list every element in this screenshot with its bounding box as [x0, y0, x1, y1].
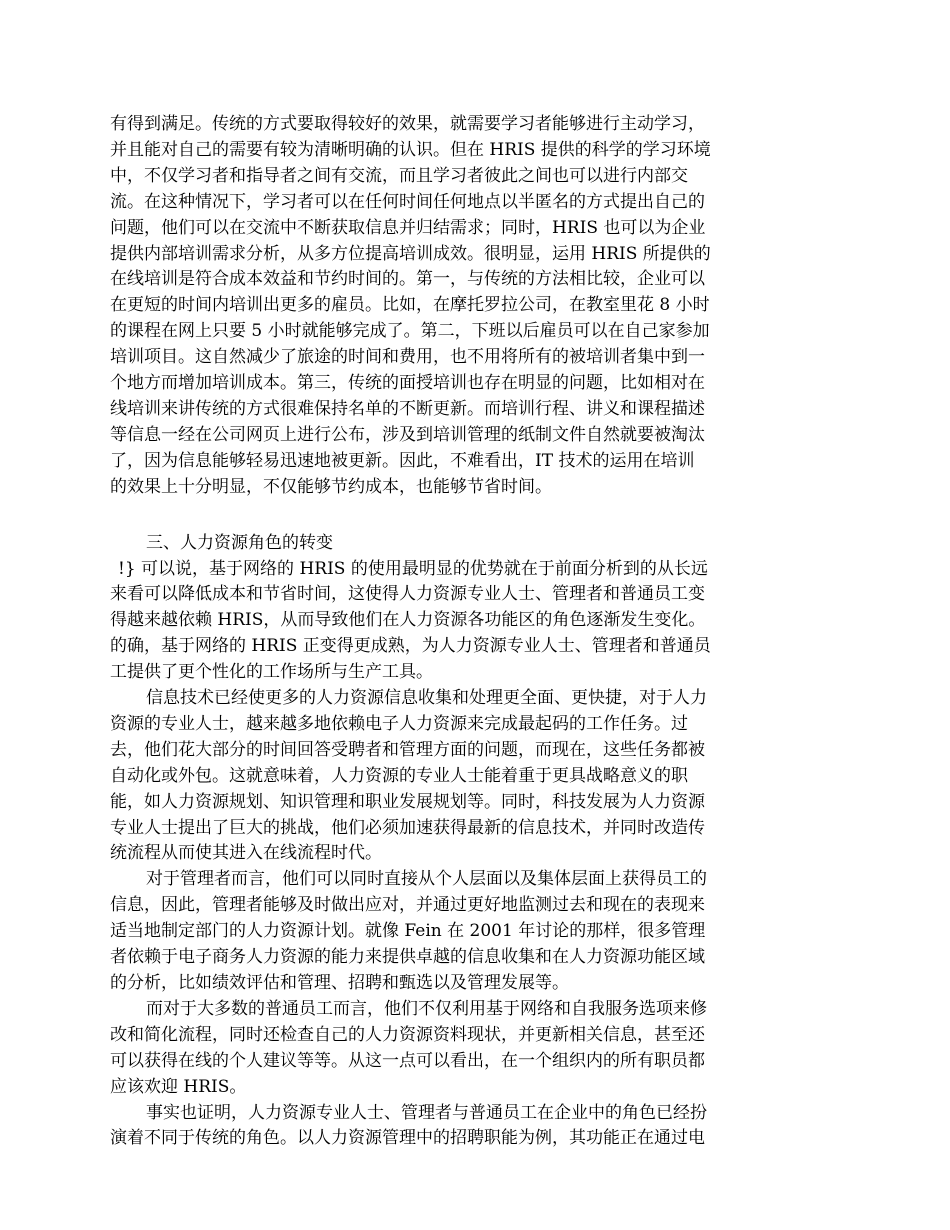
text-line: 应该欢迎 HRIS。 — [110, 1076, 247, 1097]
text-line: !} 可以说，基于网络的 HRIS 的使用最明显的优势就在于前面分析到的从长远 — [118, 558, 708, 579]
text-line: 个地方而增加培训成本。第三，传统的面授培训也存在明显的问题，比如相对在 — [110, 373, 705, 394]
paragraph-hris-advantage — [110, 557, 770, 687]
text-line: 流。在这种情况下，学习者可以在任何时间任何地点以半匿名的方式提出自己的 — [110, 191, 705, 212]
text-line: 等信息一经在公司网页上进行公布，涉及到培训管理的纸制文件自然就要被淘汰 — [110, 424, 705, 445]
text-line: 来看可以降低成本和节省时间，这使得人力资源专业人士、管理者和普通员工变 — [110, 584, 705, 605]
text-line: 信息，因此，管理者能够及时做出应对，并通过更好地监测过去和现在的表现来 — [110, 895, 705, 916]
text-line: 适当地制定部门的人力资源计划。就像 Fein 在 2001 年讨论的那样，很多管理 — [110, 921, 706, 942]
text-line: 中，不仅学习者和指导者之间有交流，而且学习者彼此之间也可以进行内部交 — [110, 165, 688, 186]
text-line: 有得到满足。传统的方式要取得较好的效果，就需要学习者能够进行主动学习， — [110, 114, 705, 134]
text-line: 工提供了更个性化的工作场所与生产工具。 — [110, 662, 433, 683]
text-line: 资源的专业人士，越来越多地依赖电子人力资源来完成最起码的工作任务。过 — [110, 713, 688, 734]
text-line: 线培训来讲传统的方式很难保持名单的不断更新。而培训行程、讲义和课程描述 — [110, 398, 705, 419]
text-line: 事实也证明，人力资源专业人士、管理者与普通员工在企业中的角色已经扮 — [146, 1102, 707, 1123]
text-line: 演着不同于传统的角色。以人力资源管理中的招聘职能为例，其功能正在通过电 — [110, 1128, 705, 1149]
text-line: 了，因为信息能够轻易迅速地被更新。因此，不难看出，IT 技术的运用在培训 — [110, 450, 695, 471]
text-line: 并且能对自己的需要有较为清晰明确的认识。但在 HRIS 提供的科学的学习环境 — [110, 139, 711, 160]
text-line: 改和简化流程，同时还检查自己的人力资源资料现状，并更新相关信息，甚至还 — [110, 1024, 705, 1045]
paragraph-training-benefits — [110, 112, 770, 501]
text-line: 在线培训是符合成本效益和节约时间的。第一，与传统的方法相比较，企业可以 — [110, 269, 705, 290]
text-line: 问题，他们可以在交流中不断获取信息并归结需求；同时，HRIS 也可以为企业 — [110, 217, 706, 238]
section-heading: 三、人力资源角色的转变 — [146, 532, 333, 553]
text-line: 自动化或外包。这就意味着，人力资源的专业人士能着重于更具战略意义的职 — [110, 765, 688, 786]
text-line: 在更短的时间内培训出更多的雇员。比如，在摩托罗拉公司，在教室里花 8 小时 — [110, 295, 710, 316]
text-line: 可以获得在线的个人建议等等。从这一点可以看出，在一个组织内的所有职员都 — [110, 1050, 705, 1071]
text-line: 提供内部培训需求分析，从多方位提高培训成效。很明显，运用 HRIS 所提供的 — [110, 243, 711, 264]
text-line: 的分析，比如绩效评估和管理、招聘和甄选以及管理发展等。 — [110, 973, 569, 993]
paragraph-role-change — [110, 1101, 770, 1153]
text-line: 信息技术已经使更多的人力资源信息收集和处理更全面、更快捷，对于人力 — [146, 688, 707, 709]
paragraph-managers — [110, 867, 770, 997]
text-line: 得越来越依赖 HRIS，从而导致他们在人力资源各功能区的角色逐渐发生变化。 — [110, 610, 706, 631]
paragraph-hr-professionals — [110, 686, 770, 867]
text-line: 专业人士提出了巨大的挑战，他们必须加速获得最新的信息技术，并同时改造传 — [110, 817, 705, 838]
text-line: 而对于大多数的普通员工而言，他们不仅利用基于网络和自我服务选项来修 — [146, 998, 707, 1019]
text-line: 的课程在网上只要 5 小时就能够完成了。第二，下班以后雇员可以在自己家参加 — [110, 321, 710, 342]
document-body — [110, 112, 770, 1152]
text-line: 的确，基于网络的 HRIS 正变得更成熟，为人力资源专业人士、管理者和普通员 — [110, 636, 711, 657]
text-line: 的效果上十分明显，不仅能够节约成本，也能够节省时间。 — [110, 476, 552, 497]
text-line: 者依赖于电子商务人力资源的能力来提供卓越的信息收集和在人力资源功能区域 — [110, 947, 705, 968]
text-line: 能，如人力资源规划、知识管理和职业发展规划等。同时，科技发展为人力资源 — [110, 791, 705, 812]
text-line: 统流程从而使其进入在线流程时代。 — [110, 843, 382, 864]
text-line: 去，他们花大部分的时间回答受聘者和管理方面的问题，而现在，这些任务都被 — [110, 739, 705, 760]
text-line: 培训项目。这自然减少了旅途的时间和费用，也不用将所有的被培训者集中到一 — [110, 347, 705, 368]
paragraph-employees — [110, 997, 770, 1101]
text-line: 对于管理者而言，他们可以同时直接从个人层面以及集体层面上获得员工的 — [146, 869, 707, 890]
